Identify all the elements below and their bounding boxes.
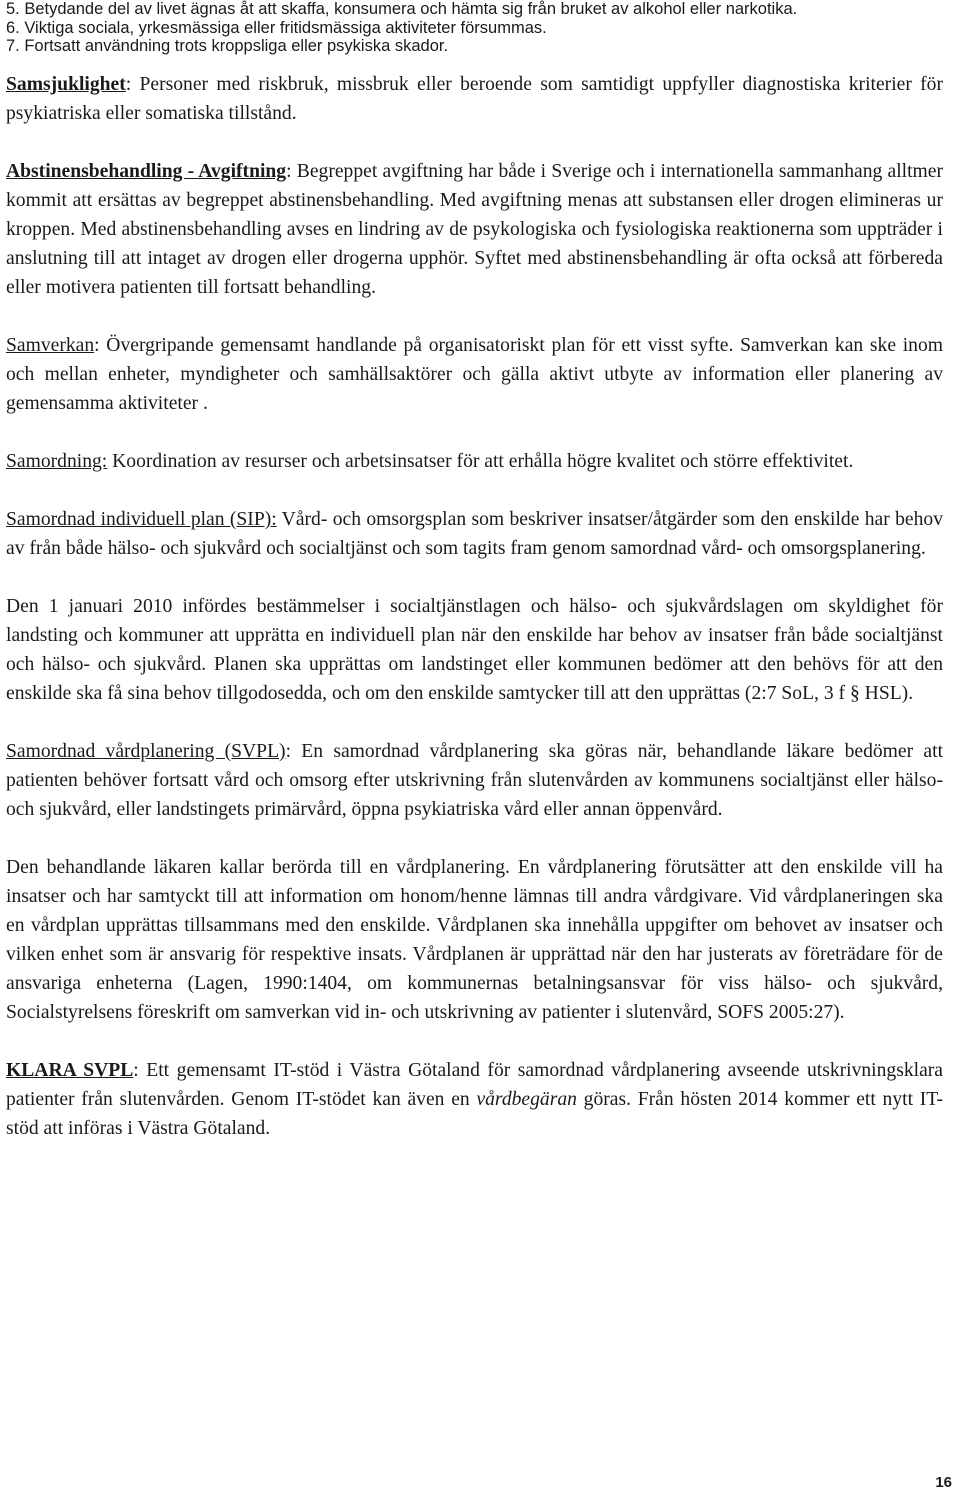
definition-text: : Ett gemensamt IT-stöd i Västra Götaland för samordnad vårdplanering avseende utskrivningsklara patienter från slutenvården. Genom IT-stödet kan även en — [6, 1060, 943, 1110]
paragraph-abstinensbehandling — [6, 157, 943, 302]
paragraph-samverkan — [6, 331, 943, 418]
definition-text: : Övergripande gemensamt handlande på organisatoriskt plan för ett visst syfte. Samverkan kan ske inom och mellan enheter, myndigheter och samhällsaktörer och gälla aktivt utbyte av information eller planering av gemensamma aktiviteter . — [6, 335, 943, 414]
paragraph-samordning — [6, 447, 943, 476]
paragraph-behandlande-lakaren — [6, 853, 943, 1027]
definition-text: : Personer med riskbruk, missbruk eller beroende som samtidigt uppfyller diagnostiska kriterier för psykiatriska eller somatiska tillstånd. — [6, 74, 943, 124]
paragraph-svpl — [6, 737, 943, 824]
term-klara-svpl: KLARA SVPL — [6, 1060, 134, 1081]
term-sip: Samordnad individuell plan (SIP): — [6, 509, 277, 530]
definition-text: Koordination av resurser och arbetsinsatser för att erhålla högre kvalitet och större effektivitet. — [107, 451, 854, 472]
term-svpl: Samordnad vårdplanering (SVPL) — [6, 741, 286, 762]
term-samsjuklighet: Samsjuklighet — [6, 74, 126, 95]
list-item: 7. Fortsatt användning trots kroppsliga eller psykiska skador. — [6, 37, 449, 55]
document-body — [6, 70, 943, 1172]
paragraph-sip — [6, 505, 943, 563]
italic-term: vårdbegäran — [476, 1089, 577, 1110]
definition-text: göras. Från hösten 2014 kommer ett nytt IT-stöd att införas i Västra Götaland. — [6, 1089, 943, 1139]
definition-text: : Begreppet avgiftning har både i Sverige och i internationella sammanhang alltmer kommit att ersättas av begreppet abstinensbehandling. Med avgiftning menas att substansen eller drogen elimineras ur kroppen. Med abstinensbehandling avses en lindring av de psykologiska och fysiologiska reaktionerna som uppträder i anslutning till att intaget av drogen eller drogerna upphör. Syftet med abstinensbehandling är ofta också att förbereda eller motivera patienten till fortsatt behandling. — [6, 161, 943, 298]
list-item: 6. Viktiga sociala, yrkesmässiga eller fritidsmässiga aktiviteter försummas. — [6, 18, 547, 37]
paragraph-januari-2010 — [6, 592, 943, 708]
paragraph-text: Den behandlande läkaren kallar berörda till en vårdplanering. En vårdplanering förutsätter att den enskilde vill ha insatser och har samtyckt till att information om honom/henne lämnas till andra vårdgivare. Vid vårdplaneringen ska en vårdplan upprättas tillsammans med den enskilde. Vårdplanen ska innehålla uppgifter om behovet av insatser och vilken enhet som är ansvarig för respektive insats. Vårdplanen är upprättad när den har justerats av företrädare för de ansvariga enheterna (Lagen, 1990:1404, om kommunernas betalningsansvar för viss hälso- och sjukvård, Socialstyrelsens föreskrift om samverkan vid in- och utskrivning av patienter i slutenvård, SOFS 2005:27). — [6, 857, 943, 1023]
paragraph-samsjuklighet — [6, 70, 943, 128]
definition-text: : En samordnad vårdplanering ska göras när, behandlande läkare bedömer att patienten behöver fortsatt vård och omsorg efter utskrivning från slutenvården av kommunens socialtjänst eller hälso- och sjukvård, eller landstingets primärvård, öppna psykiatriska vård eller annan öppenvård. — [6, 741, 944, 820]
term-abstinensbehandling: Abstinensbehandling - Avgiftning — [6, 161, 287, 182]
term-samordning: Samordning: — [6, 451, 108, 472]
paragraph-text: Den 1 januari 2010 infördes bestämmelser i socialtjänstlagen och hälso- och sjukvårdslagen om skyldighet för landsting och kommuner att upprätta en individuell plan när den enskilde har behov av insatser från både socialtjänst och hälso- och sjukvård. Planen ska upprättas om landstinget eller kommunen bedömer att den behövs för att den enskilde ska få sina behov tillgodosedda, och om den enskilde samtycker till att den upprättas (2:7 SoL, 3 f § HSL). — [6, 596, 943, 704]
definition-text: Vård- och omsorgsplan som beskriver insatser/åtgärder som den enskilde har behov av från både hälso- och sjukvård och socialtjänst och som tagits fram genom samordnad vård- och omsorgsplanering. — [6, 509, 943, 559]
criteria-list — [6, 0, 946, 56]
term-samverkan: Samverkan — [6, 335, 95, 356]
list-item: 5. Betydande del av livet ägnas åt att skaffa, konsumera och hämta sig från bruket av alkohol eller narkotika. — [6, 0, 798, 18]
page-number: 16 — [935, 1474, 952, 1491]
paragraph-klara-svpl — [6, 1056, 943, 1143]
